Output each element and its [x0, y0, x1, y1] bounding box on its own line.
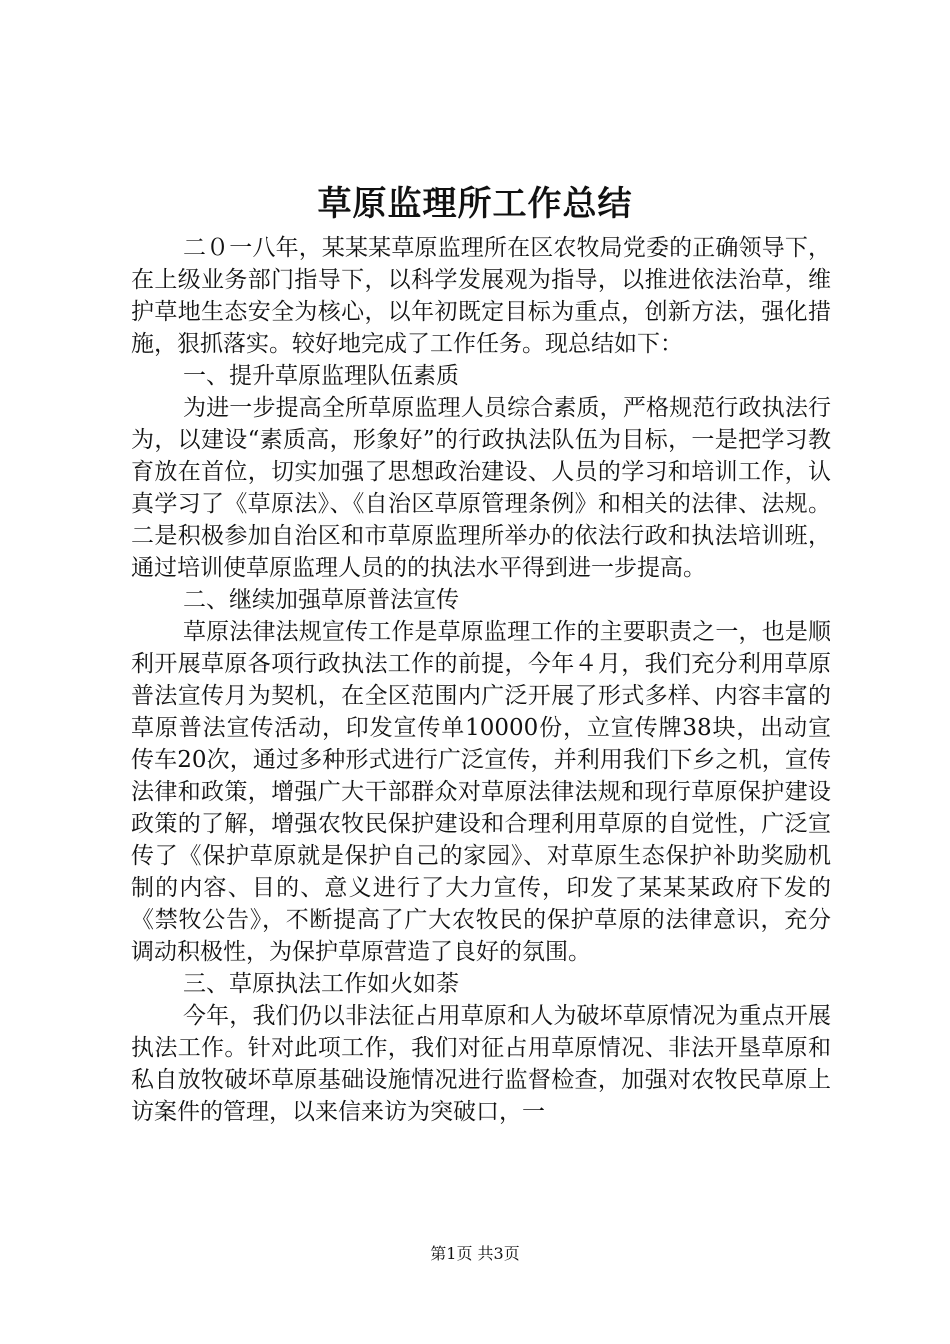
page-number: 第1页 共3页: [430, 1244, 520, 1263]
section-3-paragraph: 今年，我们仍以非法征占用草原和人为破坏草原情况为重点开展执法工作。针对此项工作，我们对征占用草原情况、非法开垦草原和私自放牧破坏草原基础设施情况进行监督检查，加强对农牧民草原上访案件的管理，以来信来访为突破口，一: [131, 1003, 831, 1125]
document-body: [131, 232, 831, 1128]
intro-paragraph: 二０一八年，某某某草原监理所在区农牧局党委的正确领导下，在上级业务部门指导下，以科学发展观为指导，以推进依法治草，维护草地生态安全为核心，以年初既定目标为重点，创新方法，强化措施，狠抓落实。较好地完成了工作任务。现总结如下：: [131, 235, 831, 357]
section-2-paragraph: 草原法律法规宣传工作是草原监理工作的主要职责之一，也是顺利开展草原各项行政执法工作的前提，今年４月，我们充分利用草原普法宣传月为契机，在全区范围内广泛开展了形式多样、内容丰富的草原普法宣传活动，印发宣传单10000份，立宣传牌38块，出动宣传车20次，通过多种形式进行广泛宣传，并利用我们下乡之机，宣传法律和政策，增强广大干部群众对草原法律法规和现行草原保护建设政策的了解，增强农牧民保护建设和合理利用草原的自觉性，广泛宣传了《保护草原就是保护自己的家园》、对草原生态保护补助奖励机制的内容、目的、意义进行了大力宣传，印发了某某某政府下发的《禁牧公告》，不断提高了广大农牧民的保护草原的法律意识，充分调动积极性，为保护草原营造了良好的氛围。: [131, 619, 831, 965]
section-heading-3: 三、草原执法工作如火如荼: [183, 971, 459, 997]
document-title: 草原监理所工作总结: [317, 184, 633, 224]
section-1-paragraph: 为进一步提高全所草原监理人员综合素质，严格规范行政执法行为，以建设“素质高，形象好”的行政执法队伍为目标，一是把学习教育放在首位，切实加强了思想政治建设、人员的学习和培训工作，认真学习了《草原法》、《自治区草原管理条例》和相关的法律、法规。二是积极参加自治区和市草原监理所举办的依法行政和执法培训班，通过培训使草原监理人员的的执法水平得到进一步提高。: [131, 395, 831, 581]
section-heading-1: 一、提升草原监理队伍素质: [183, 363, 459, 389]
section-heading-2: 二、继续加强草原普法宣传: [183, 587, 459, 613]
